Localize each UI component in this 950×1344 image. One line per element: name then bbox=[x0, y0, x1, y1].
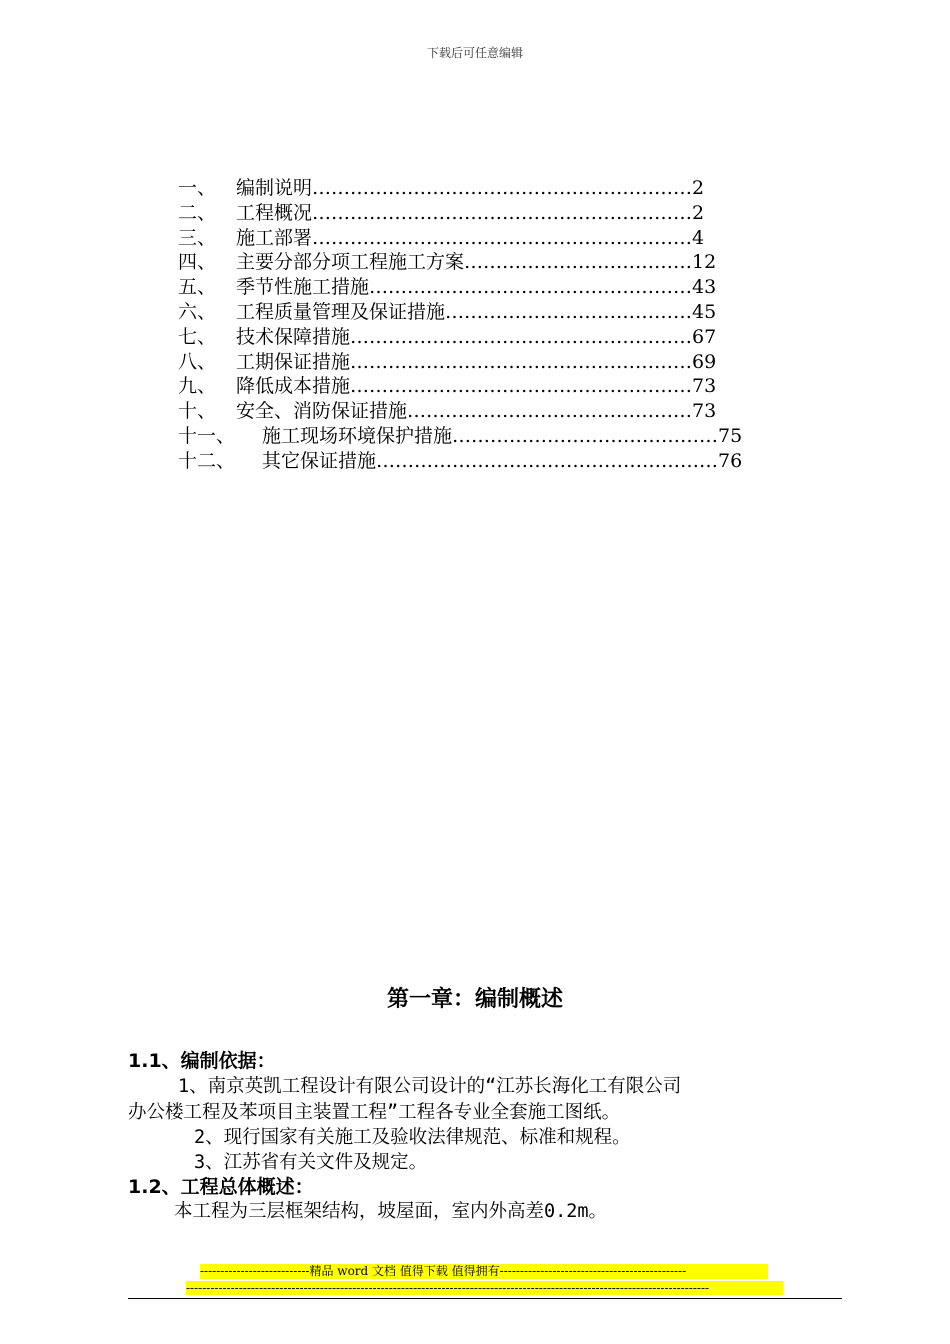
section-heading: 1.1、编制依据： bbox=[128, 1050, 276, 1072]
toc-title: 安全、消防保证措施 bbox=[236, 400, 408, 423]
toc-title: 编制说明 bbox=[236, 177, 313, 199]
toc-entry[interactable] bbox=[178, 449, 778, 474]
toc-title: 技术保障措施 bbox=[236, 325, 351, 348]
toc-entry[interactable] bbox=[178, 325, 778, 350]
toc-title: 其它保证措施 bbox=[262, 449, 377, 472]
footer-banner-rule: --------------------------------------------------------------------------------------------------------------------------------- bbox=[186, 1281, 783, 1295]
toc-number: 二、 bbox=[178, 201, 217, 224]
toc-title: 施工现场环境保护措施 bbox=[262, 424, 453, 447]
footer-banner: ---------------------------精品 word 文档 值得下载 值得拥有---------------------------------------------- bbox=[200, 1264, 768, 1279]
toc-leader: …………………………………………………… bbox=[312, 201, 693, 224]
toc-leader: ………………………………… bbox=[445, 300, 693, 323]
table-of-contents bbox=[178, 176, 778, 474]
toc-entry[interactable] bbox=[178, 250, 778, 275]
toc-page: 45 bbox=[692, 300, 717, 323]
toc-page: 76 bbox=[718, 449, 743, 472]
toc-title: 季节性施工措施 bbox=[236, 276, 370, 299]
toc-number: 十、 bbox=[178, 400, 217, 423]
paragraph: 办公楼工程及苯项目主装置工程”工程各专业全套施工图纸。 bbox=[128, 1102, 621, 1123]
paragraph: 本工程为三层框架结构，坡屋面，室内外高差0.2m。 bbox=[174, 1201, 608, 1222]
toc-entry[interactable] bbox=[178, 300, 778, 325]
toc-leader: ……………………………………… bbox=[407, 400, 693, 423]
toc-number: 九、 bbox=[178, 375, 217, 398]
toc-number: 四、 bbox=[178, 251, 217, 274]
toc-title: 主要分部分项工程施工方案 bbox=[236, 251, 465, 274]
section-heading: 1.2、工程总体概述： bbox=[128, 1176, 314, 1198]
paragraph: 1、南京英凯工程设计有限公司设计的“江苏长海化工有限公司 bbox=[178, 1076, 682, 1097]
toc-leader: …………………………………………………… bbox=[312, 177, 693, 199]
toc-leader: ……………………………………………… bbox=[350, 375, 693, 398]
toc-page: 2 bbox=[692, 201, 705, 224]
toc-leader: ……………………………………………… bbox=[376, 449, 719, 472]
toc-leader: …………………………………… bbox=[452, 424, 719, 447]
toc-title: 工程概况 bbox=[236, 201, 313, 224]
toc-number: 三、 bbox=[178, 226, 217, 249]
toc-entry[interactable] bbox=[178, 374, 778, 399]
toc-number: 七、 bbox=[178, 325, 217, 348]
toc-entry[interactable] bbox=[178, 176, 778, 201]
toc-page: 73 bbox=[692, 375, 717, 398]
toc-entry[interactable] bbox=[178, 350, 778, 375]
toc-number: 十二、 bbox=[178, 449, 236, 472]
toc-page: 4 bbox=[692, 226, 705, 249]
paragraph: 3、江苏省有关文件及规定。 bbox=[194, 1152, 428, 1173]
header-note: 下载后可任意编辑 bbox=[426, 46, 523, 60]
paragraph: 2、现行国家有关施工及验收法律规范、标准和规程。 bbox=[194, 1127, 631, 1148]
toc-title: 工期保证措施 bbox=[236, 350, 351, 373]
toc-page: 75 bbox=[718, 424, 743, 447]
toc-leader: …………………………………………… bbox=[369, 276, 693, 299]
toc-title: 工程质量管理及保证措施 bbox=[236, 300, 446, 323]
toc-page: 43 bbox=[692, 276, 717, 299]
toc-leader: ……………………………………………… bbox=[350, 350, 693, 373]
toc-page: 12 bbox=[692, 251, 717, 274]
toc-page: 69 bbox=[692, 350, 717, 373]
toc-leader: ……………………………………………… bbox=[350, 325, 693, 348]
toc-entry[interactable] bbox=[178, 275, 778, 300]
toc-number: 五、 bbox=[178, 276, 217, 299]
footer-divider bbox=[128, 1298, 842, 1299]
chapter-title: 第一章：编制概述 bbox=[386, 987, 563, 1012]
toc-number: 八、 bbox=[178, 350, 217, 373]
toc-leader: …………………………………………………… bbox=[312, 226, 693, 249]
toc-entry[interactable] bbox=[178, 201, 778, 226]
toc-page: 2 bbox=[692, 177, 705, 199]
toc-number: 十一、 bbox=[178, 424, 236, 447]
toc-title: 施工部署 bbox=[236, 226, 313, 249]
toc-entry[interactable] bbox=[178, 226, 778, 251]
toc-page: 73 bbox=[692, 400, 717, 423]
toc-entry[interactable] bbox=[178, 424, 778, 449]
toc-number: 六、 bbox=[178, 300, 217, 323]
toc-leader: ……………………………… bbox=[464, 251, 693, 274]
toc-title: 降低成本措施 bbox=[236, 375, 351, 398]
toc-page: 67 bbox=[692, 325, 717, 348]
toc-number: 一、 bbox=[178, 177, 217, 199]
toc-entry[interactable] bbox=[178, 399, 778, 424]
